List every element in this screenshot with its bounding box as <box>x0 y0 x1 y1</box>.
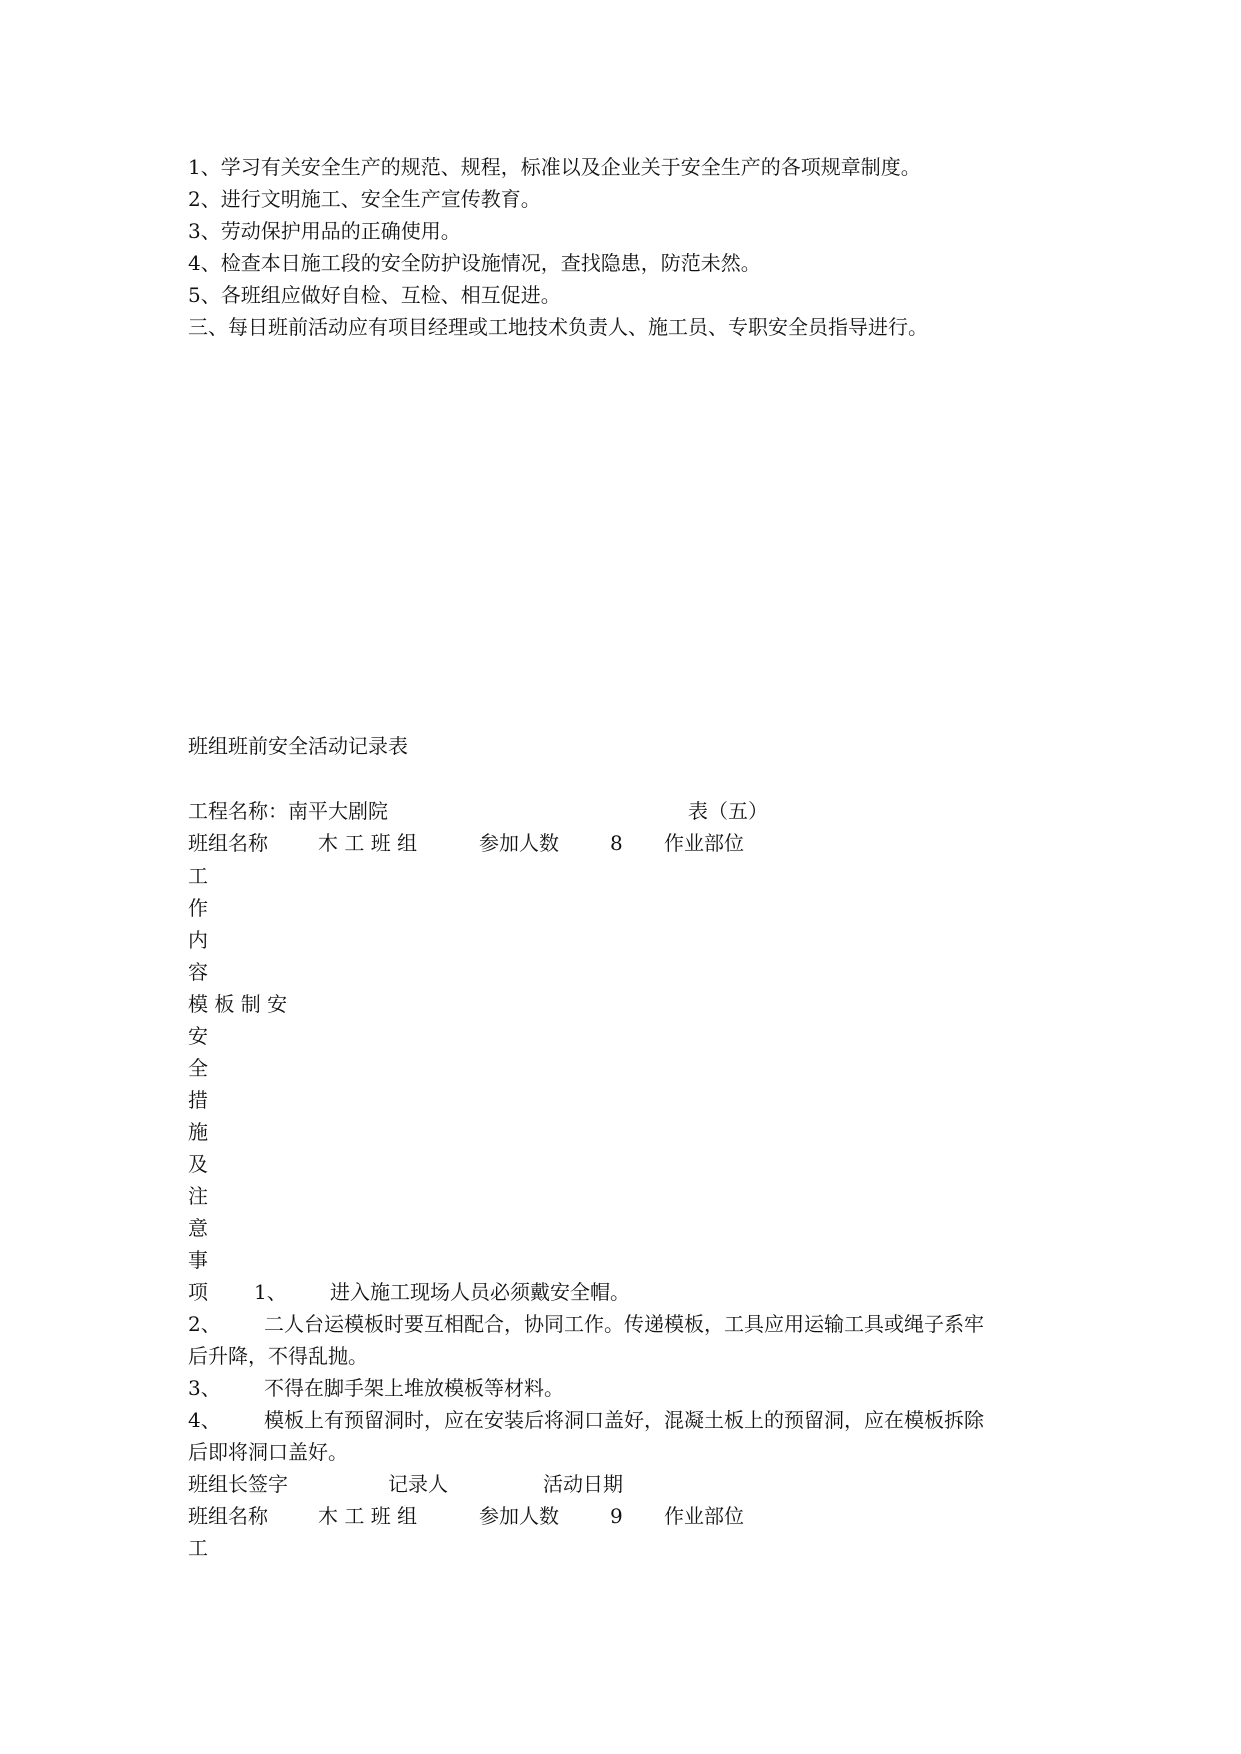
intro-item-6: 三、每日班前活动应有项目经理或工地技术负责人、施工员、专职安全员指导进行。 <box>188 315 928 339</box>
team-name-value: 木 工 班 组 <box>318 831 418 855</box>
intro-item-1: 1、学习有关安全生产的规范、规程，标准以及企业关于安全生产的各项规章制度。 <box>188 155 921 179</box>
team-name-value: 木 工 班 组 <box>318 1504 418 1528</box>
intro-item-5: 5、各班组应做好自检、互检、相互促进。 <box>188 283 561 307</box>
measure-number: 2、 <box>188 1312 221 1336</box>
form-title: 班组班前安全活动记录表 <box>188 734 408 758</box>
participant-count-label: 参加人数 <box>479 831 559 855</box>
measure-text: 不得在脚手架上堆放模板等材料。 <box>264 1376 564 1400</box>
team-name-label: 班组名称 <box>188 831 268 855</box>
safety-label-char: 项 <box>188 1280 208 1304</box>
work-location-label: 作业部位 <box>664 1504 744 1528</box>
intro-item-3: 3、劳动保护用品的正确使用。 <box>188 219 461 243</box>
measure-text: 模板上有预留洞时，应在安装后将洞口盖好，混凝土板上的预留洞，应在模板拆除 <box>264 1408 984 1432</box>
participant-count-label: 参加人数 <box>479 1504 559 1528</box>
safety-label-char: 意 <box>188 1216 208 1240</box>
measure-text-continued: 后升降，不得乱抛。 <box>188 1344 368 1368</box>
work-label-char: 内 <box>188 928 208 952</box>
measure-text-continued: 后即将洞口盖好。 <box>188 1440 348 1464</box>
work-label-char: 工 <box>188 864 208 888</box>
measure-text: 二人台运模板时要互相配合，协同工作。传递模板，工具应用运输工具或绳子系牢 <box>264 1312 984 1336</box>
safety-label-char: 事 <box>188 1248 208 1272</box>
team-leader-signature-label: 班组长签字 <box>188 1472 288 1496</box>
measure-number: 4、 <box>188 1408 221 1432</box>
work-label-char: 工 <box>188 1536 208 1560</box>
safety-label-char: 施 <box>188 1120 208 1144</box>
team-name-label: 班组名称 <box>188 1504 268 1528</box>
intro-item-2: 2、进行文明施工、安全生产宣传教育。 <box>188 187 541 211</box>
project-name: 工程名称：南平大剧院 <box>188 799 388 823</box>
safety-label-char: 安 <box>188 1024 208 1048</box>
safety-label-char: 及 <box>188 1152 208 1176</box>
safety-label-char: 注 <box>188 1184 208 1208</box>
work-content-value: 模 板 制 安 <box>188 992 288 1016</box>
safety-label-char: 措 <box>188 1088 208 1112</box>
measure-text: 进入施工现场人员必须戴安全帽。 <box>330 1280 630 1304</box>
participant-count-value: 8 <box>610 831 623 855</box>
work-label-char: 作 <box>188 896 208 920</box>
intro-item-4: 4、检查本日施工段的安全防护设施情况，查找隐患，防范未然。 <box>188 251 761 275</box>
measure-number: 1、 <box>254 1280 287 1304</box>
table-number: 表（五） <box>688 799 768 823</box>
work-label-char: 容 <box>188 960 208 984</box>
measure-number: 3、 <box>188 1376 221 1400</box>
recorder-label: 记录人 <box>388 1472 448 1496</box>
safety-label-char: 全 <box>188 1056 208 1080</box>
work-location-label: 作业部位 <box>664 831 744 855</box>
activity-date-label: 活动日期 <box>543 1472 623 1496</box>
participant-count-value: 9 <box>610 1504 623 1528</box>
